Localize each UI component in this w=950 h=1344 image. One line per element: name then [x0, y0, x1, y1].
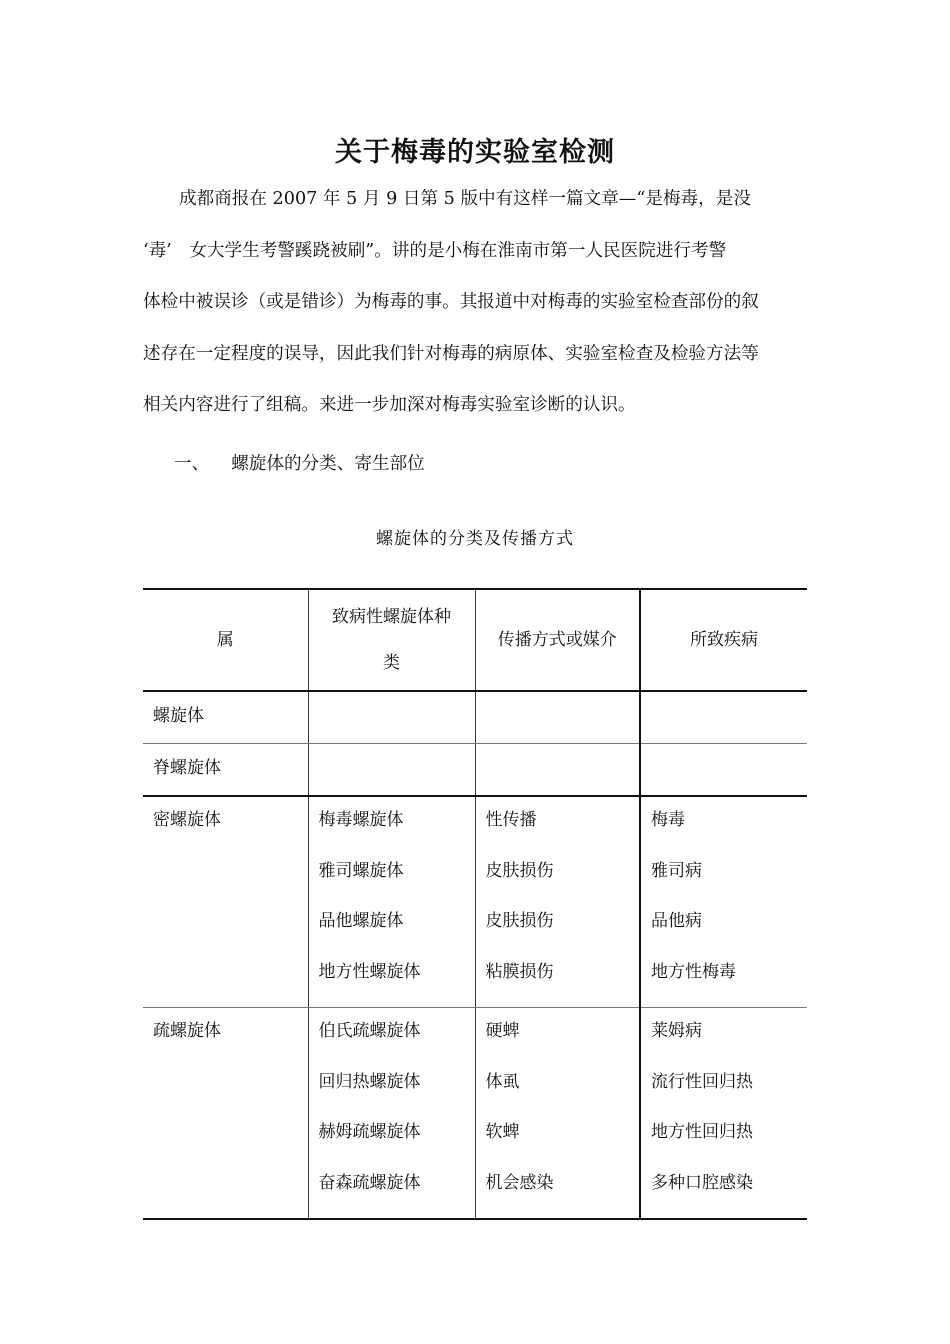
- species-item: 雅司螺旋体: [318, 860, 404, 881]
- disease-item: 多种口腔感染: [651, 1172, 753, 1193]
- species-cell: [308, 1008, 475, 1220]
- transmission-item: 硬蜱: [485, 1021, 520, 1041]
- header-transmission: 传播方式或媒介: [475, 589, 640, 691]
- intro-line-1: 成都商报在 2007 年 5 月 9 日第 5 版中有这样一篇文章—“是梅毒，是没: [179, 189, 751, 209]
- table-row: [143, 744, 807, 797]
- header-species-line-1: 致病性螺旋体种: [332, 607, 451, 627]
- transmission-item: 粘膜损伤: [485, 961, 554, 982]
- transmission-cell: [475, 796, 640, 1008]
- transmission-item: 软蜱: [485, 1122, 520, 1142]
- disease-cell: [640, 1008, 807, 1220]
- table-group-borrelia: [143, 1008, 807, 1220]
- transmission-item: 性传播: [485, 810, 537, 830]
- genus-label: 密螺旋体: [153, 810, 221, 830]
- species-item: 赫姆疏螺旋体: [318, 1122, 421, 1142]
- disease-item: 流行性回归热: [651, 1071, 753, 1092]
- transmission-item: 皮肤损伤: [485, 860, 554, 881]
- table-row: [143, 691, 807, 744]
- table-group-treponema: [143, 796, 807, 1008]
- section-number: 一、: [174, 454, 210, 474]
- disease-item: 梅毒: [651, 810, 685, 830]
- empty-cell: [308, 744, 475, 797]
- table-header-row: [143, 589, 807, 691]
- intro-line-5: 相关内容进行了组稿。来进一步加深对梅毒实验室诊断的认识。: [143, 395, 636, 415]
- genus-cell: [143, 1008, 308, 1220]
- transmission-item: 机会感染: [485, 1172, 554, 1193]
- header-genus: 属: [143, 589, 308, 691]
- genus-label: 疏螺旋体: [153, 1021, 221, 1041]
- transmission-cell: [475, 1008, 640, 1220]
- intro-line-2: ‘毒’ 女大学生考警蹊跷被刷”。讲的是小梅在淮南市第一人民医院进行考警: [143, 240, 727, 261]
- empty-cell: [640, 744, 807, 797]
- empty-cell: [640, 691, 807, 744]
- section-heading: [174, 450, 425, 475]
- species-item: 梅毒螺旋体: [318, 810, 404, 830]
- genus-cell: [143, 796, 308, 1008]
- species-item: 地方性螺旋体: [318, 961, 421, 982]
- section-title: 螺旋体的分类、寄生部位: [231, 454, 425, 474]
- empty-cell: [308, 691, 475, 744]
- species-item: 回归热螺旋体: [318, 1071, 421, 1092]
- empty-cell: [475, 691, 640, 744]
- transmission-item: 皮肤损伤: [485, 911, 554, 931]
- table-caption: 螺旋体的分类及传播方式: [376, 529, 574, 549]
- species-cell: [308, 796, 475, 1008]
- genus-cell: 螺旋体: [143, 691, 308, 744]
- disease-item: 莱姆病: [651, 1021, 702, 1041]
- transmission-item: 体虱: [485, 1071, 520, 1092]
- disease-item: 品他病: [651, 911, 702, 931]
- species-item: 伯氏疏螺旋体: [318, 1021, 421, 1041]
- disease-item: 地方性梅毒: [651, 961, 736, 982]
- header-species: [308, 589, 475, 691]
- species-item: 奋森疏螺旋体: [318, 1172, 421, 1193]
- genus-cell: 脊螺旋体: [143, 744, 308, 797]
- disease-item: 地方性回归热: [651, 1122, 753, 1142]
- intro-paragraph: [143, 174, 807, 432]
- header-species-line-2: 类: [383, 653, 400, 673]
- species-item: 品他螺旋体: [318, 911, 404, 931]
- intro-line-4: 述存在一定程度的误导，因此我们针对梅毒的病原体、实验室检查及检验方法等: [143, 343, 759, 364]
- empty-cell: [475, 744, 640, 797]
- header-disease: 所致疾病: [640, 589, 807, 691]
- intro-line-3: 体检中被误诊（或是错诊）为梅毒的事。其报道中对梅毒的实验室检查部份的叙: [143, 292, 759, 312]
- disease-cell: [640, 796, 807, 1008]
- spirochete-table: [143, 588, 807, 1220]
- disease-item: 雅司病: [651, 860, 702, 881]
- page-title: 关于梅毒的实验室检测: [335, 137, 615, 169]
